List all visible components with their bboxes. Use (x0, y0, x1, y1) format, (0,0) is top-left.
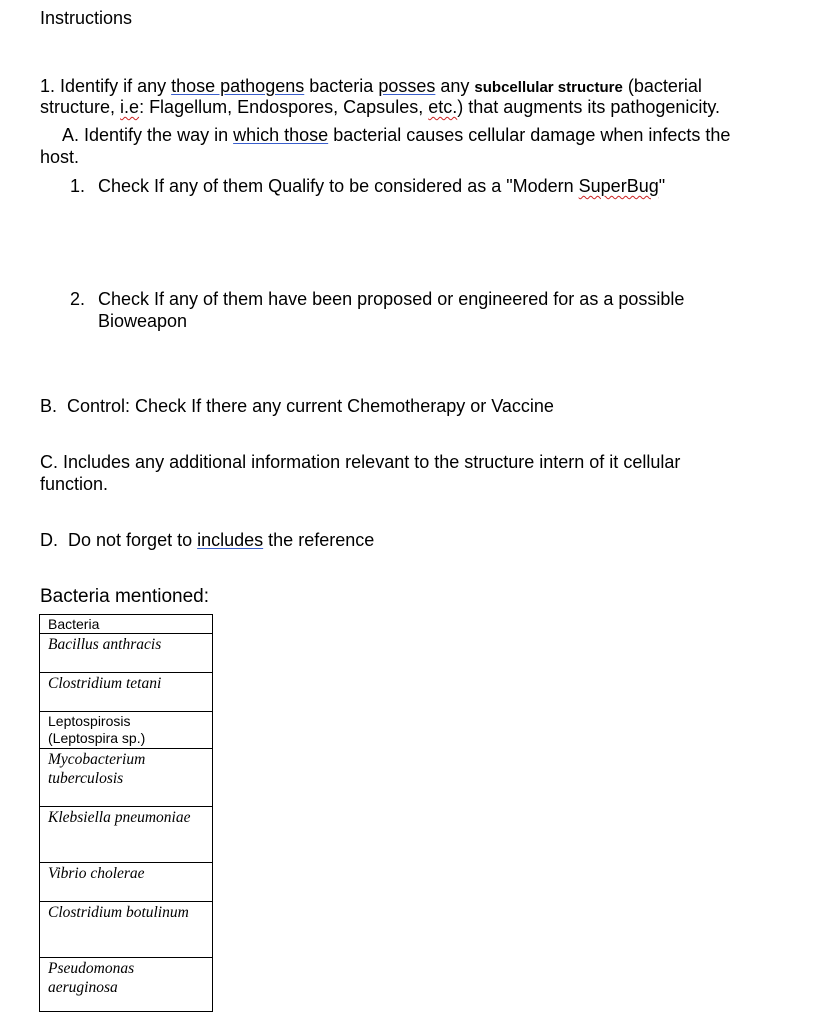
instruction-1-bold-term: subcellular structure (474, 79, 623, 96)
instruction-d (40, 529, 374, 551)
spelling-mark-ie: i.e (120, 97, 140, 117)
instruction-b (40, 395, 554, 417)
sub-item-1-text: Check If any of them Qualify to be considered as a "Modern (98, 176, 574, 196)
instruction-1-number: 1. (40, 76, 56, 96)
instruction-1-text: ) that augments its pathogenicity. (457, 97, 721, 117)
spelling-mark-superbug: SuperBug (578, 176, 659, 196)
instruction-1-text: bacteria (309, 76, 374, 96)
sub-item-2-text: Check If any of them have been proposed or engineered for as a possible (98, 289, 685, 309)
instruction-1-text: structure, (40, 97, 116, 117)
table-row: Clostridium botulinum (40, 902, 213, 958)
instruction-1-text: (bacterial (627, 76, 702, 96)
instruction-a-line-2: host. (40, 147, 80, 167)
bacteria-table-title: Bacteria mentioned: (40, 586, 209, 607)
instruction-1-line-2 (40, 96, 720, 118)
sub-item-1 (70, 175, 665, 197)
sub-item-2-number: 2. (70, 289, 86, 309)
bacteria-table-header: Bacteria (40, 615, 213, 634)
sub-item-2-line-2: Bioweapon (98, 311, 188, 331)
instruction-d-text: the reference (268, 530, 375, 550)
instruction-c-line-2: function. (40, 474, 109, 494)
sub-item-2 (70, 288, 684, 310)
instruction-a-text: A. Identify the way in (62, 125, 229, 145)
page-heading: Instructions (40, 8, 133, 28)
table-row: Leptospirosis (Leptospira sp.) (40, 712, 213, 749)
table-row: Bacillus anthracis (40, 634, 213, 673)
table-row: Vibrio cholerae (40, 863, 213, 902)
instruction-1-link-those-pathogens: those pathogens (171, 76, 305, 96)
instruction-d-letter: D. (40, 530, 58, 550)
instruction-c-line-1: C. Includes any additional information relevant to the structure intern of it cellular (40, 452, 681, 472)
instruction-1-link-posses: posses (378, 76, 436, 96)
instruction-1-text: any (440, 76, 470, 96)
instruction-b-text: Control: Check If there any current Chemotherapy or Vaccine (67, 396, 554, 416)
bacteria-table (39, 614, 213, 1012)
table-row: Clostridium tetani (40, 673, 213, 712)
table-row: Mycobacterium tuberculosis (40, 749, 213, 807)
instruction-1-text: Identify if any (60, 76, 167, 96)
instruction-a-link-which-those: which those (233, 125, 329, 145)
sub-item-1-number: 1. (70, 176, 86, 196)
instruction-a-text: bacterial causes cellular damage when infects the (333, 125, 731, 145)
instruction-b-letter: B. (40, 396, 58, 416)
table-row: Klebsiella pneumoniae (40, 807, 213, 863)
instruction-a-line-1 (62, 124, 730, 146)
spelling-mark-etc: etc. (428, 97, 458, 117)
instruction-d-link-includes: includes (197, 530, 264, 550)
table-row: Pseudomonas aeruginosa (40, 958, 213, 1012)
instruction-1-text: : Flagellum, Endospores, Capsules, (139, 97, 424, 117)
sub-item-1-quote: " (658, 176, 666, 196)
instruction-d-text: Do not forget to (68, 530, 193, 550)
